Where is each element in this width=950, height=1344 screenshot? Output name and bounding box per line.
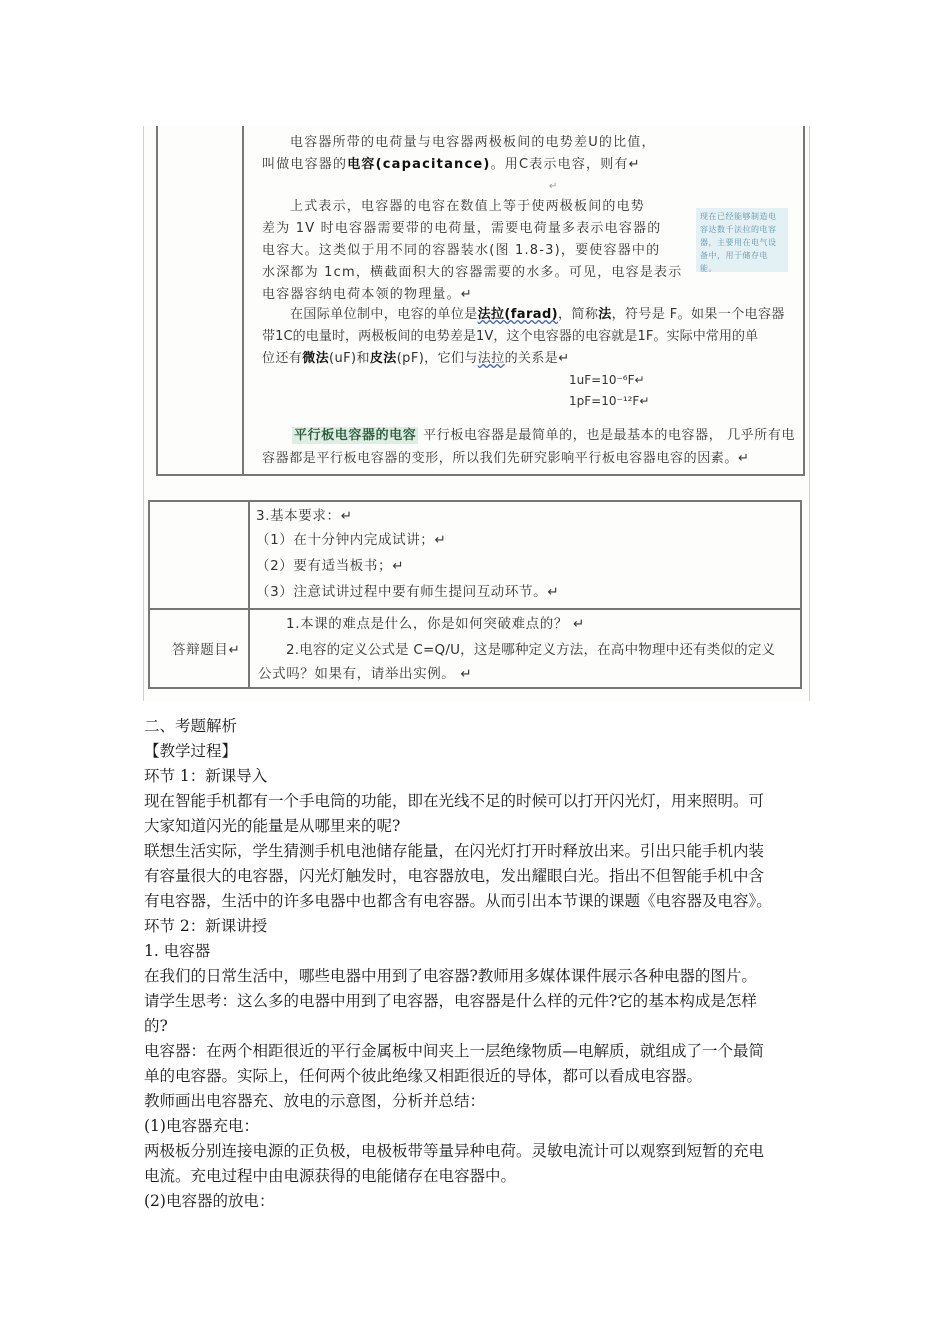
textbook-table-frame (156, 126, 805, 476)
term-capacitance: 电容(capacitance) (347, 157, 491, 172)
parallel-plate-heading: 平行板电容器的电容 (294, 428, 417, 443)
requirements-title: 3.基本要求：↵ (256, 508, 353, 524)
body-line: 电容器：在两个相距很近的平行金属板中间夹上一层绝缘物质—电解质，就组成了一个最简 (144, 1042, 765, 1060)
textbook-line: 容器都是平行板电容器的变形，所以我们先研究影响平行板电容器电容的因素。↵ (262, 451, 750, 466)
body-line: 两极板分别连接电源的正负极，电极板带等量异种电荷。灵敏电流计可以观察到短暂的充电 (144, 1142, 765, 1160)
defense-label: 答辩题目↵ (172, 642, 241, 658)
defense-question-1: 1.本课的难点是什么，你是如何突破难点的？ ↵ (286, 616, 585, 632)
textbook-line: 平行板电容器的电容 平行板电容器是最简单的，也是最基本的电容器， 几乎所有电 (294, 428, 796, 443)
side-note: 现在已经能够制造电容达数千法拉的电容器，主要用在电气设备中，用于储存电能。 (696, 208, 788, 272)
textbook-line: ↵ (549, 181, 559, 192)
textbook-line: 上式表示，电容器的电容在数值上等于使两极板间的电势 (290, 199, 646, 214)
textbook-line: 电容器容纳电荷本领的物理量。↵ (262, 287, 473, 302)
body-line: 请学生思考：这么多的电器中用到了电容器，电容器是什么样的元件?它的基本构成是怎样 (144, 992, 757, 1010)
step-heading: 环节 1：新课导入 (144, 767, 268, 785)
textbook-line: 差为 1V 时电容器需要带的电荷量，需要电荷量多表示电容器的 (262, 221, 662, 236)
body-line: 联想生活实际，学生猜测手机电池储存能量，在闪光灯打开时释放出来。引出只能手机内装 (144, 842, 765, 860)
body-line: 教师画出电容器充、放电的示意图，分析并总结： (144, 1092, 486, 1110)
textbook-line: 在国际单位制中，电容的单位是法拉(farad)，简称法，符号是 F。如果一个电容器 (290, 307, 785, 322)
body-line: (2)电容器的放电： (144, 1192, 275, 1210)
formula-picofarad: 1pF=10⁻¹²F↵ (569, 394, 650, 408)
body-line: 现在智能手机都有一个手电筒的功能，即在光线不足的时候可以打开闪光灯，用来照明。可 (144, 792, 765, 810)
requirement-item: （2）要有适当板书；↵ (256, 558, 405, 574)
formula-microfarad: 1uF=10⁻⁶F↵ (569, 373, 645, 387)
body-line: 有电容器，生活中的许多电器中也都含有电容器。从而引出本节课的课题《电容器及电容》。 (144, 892, 772, 910)
textbook-line: 电容器所带的电荷量与电容器两极板间的电势差U的比值， (290, 135, 656, 150)
textbook-line: 叫做电容器的电容(capacitance)。用C表示电容，则有↵ (262, 157, 641, 172)
table-row-divider (150, 608, 800, 610)
defense-question-2: 2.电容的定义公式是 C=Q/U，这是哪种定义方法，在高中物理中还有类似的定义 (286, 642, 776, 658)
body-line: 大家知道闪光的能量是从哪里来的呢? (144, 817, 401, 835)
topic-heading: 1. 电容器 (144, 942, 211, 960)
body-line: 的? (144, 1017, 168, 1035)
body-line: 在我们的日常生活中，哪些电器中用到了电容器?教师用多媒体课件展示各种电器的图片。 (144, 967, 757, 985)
body-line: 电流。充电过程中由电源获得的电能储存在电容器中。 (144, 1167, 517, 1185)
textbook-line: 位还有微法(uF)和皮法(pF)，它们与法拉的关系是↵ (262, 351, 570, 366)
body-line: 有容量很大的电容器，闪光灯触发时，电容器放电，发出耀眼白光。指出不但智能手机中含 (144, 867, 765, 885)
subheading: 【教学过程】 (144, 742, 238, 760)
section-heading: 二、考题解析 (144, 717, 238, 735)
textbook-excerpt-image (143, 126, 810, 498)
body-line: 单的电容器。实际上，任何两个彼此绝缘又相距很近的导体，都可以看成电容器。 (144, 1067, 703, 1085)
textbook-line: 水深都为 1cm，横截面积大的容器需要的水多。可见，电容是表示 (262, 265, 683, 280)
table-column-divider (248, 502, 250, 687)
step-heading: 环节 2：新课讲授 (144, 917, 268, 935)
term-farad: 法拉(farad) (477, 307, 559, 322)
textbook-line: 带1C的电量时，两极板间的电势差是1V，这个电容器的电容就是1F。实际中常用的单 (262, 329, 759, 344)
body-line: (1)电容器充电： (144, 1117, 259, 1135)
requirements-table-image (143, 498, 810, 701)
textbook-table-divider (242, 126, 244, 474)
textbook-line: 电容大。这类似于用不同的容器装水(图 1.8-3)，要使容器中的 (262, 243, 661, 258)
requirements-table (148, 500, 802, 689)
requirement-item: （1）在十分钟内完成试讲；↵ (256, 532, 447, 548)
defense-question-2-cont: 公式吗？如果有，请举出实例。 ↵ (258, 666, 473, 682)
requirement-item: （3）注意试讲过程中要有师生提问互动环节。↵ (256, 584, 560, 600)
